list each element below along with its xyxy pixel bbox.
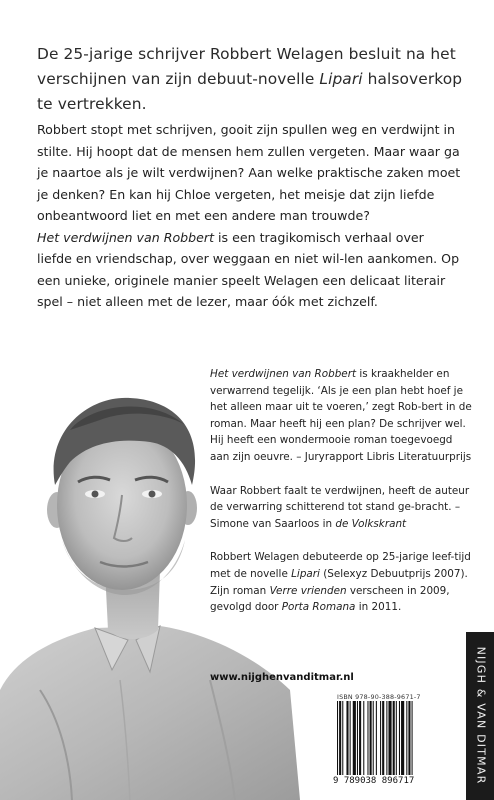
review-volkskrant <box>210 483 475 533</box>
bio-title-verre-vrienden: Verre vrienden <box>269 584 347 597</box>
barcode-bar <box>373 701 374 785</box>
publisher-spine <box>466 632 494 800</box>
barcode-bar <box>406 701 407 785</box>
barcode-bar <box>380 701 381 785</box>
bio-title-porta-romana: Porta Romana <box>281 601 356 614</box>
bio-text-4: in 2011. <box>355 601 402 614</box>
intro-text <box>37 42 477 117</box>
barcode-bar <box>376 701 377 785</box>
review-libris <box>210 366 475 466</box>
review-libris-text: is kraakhelder en verwarrend tegelijk. ‘Als je een plan hebt hoef je het alleen maar uit te voeren,’ zegt Rob-bert in de roman. Maar heeft hij een plan? De schrijver wel. Hij heeft een wondermooie roman toegevoegd aan zijn oeuvre. – Juryrapport Libris Literatuurprijs <box>210 368 472 463</box>
publisher-spine-label: NIJGH & VAN DITMAR <box>474 646 488 785</box>
barcode-bar <box>408 701 410 785</box>
main-blurb <box>37 119 462 313</box>
barcode-bar <box>393 701 395 785</box>
barcode-bar <box>370 701 372 785</box>
publisher-website[interactable]: www.nijghenvanditmar.nl <box>210 672 354 683</box>
bio-title-lipari: Lipari <box>291 567 320 580</box>
reviews-column <box>210 366 475 616</box>
barcode-bar <box>353 701 356 785</box>
barcode-bar <box>357 701 358 785</box>
barcode-bar <box>337 701 338 785</box>
barcode-bar <box>339 701 341 785</box>
bio-text-1: Robbert Welagen debuteerde op 25-jarige leef-tijd met de novelle <box>210 551 471 580</box>
review-volkskrant-text: Waar Robbert faalt te verdwijnen, heeft de auteur de verwarring schitterend tot stand ge-bracht. – Simone van Saarloos in <box>210 484 470 530</box>
blurb-paragraph-2-text: is een tragikomisch verhaal over liefde en vriendschap, over weggaan en niet wil-len aankomen. Op een unieke, originele manier speelt Welagen een delicaat literair spel – niet alleen met de lezer, maar óók met zichzelf. <box>37 229 460 309</box>
barcode-bar <box>367 701 368 785</box>
intro-pre: De 25-jarige schrijver Robbert Welagen besluit na het verschijnen van zijn debuut-novelle <box>37 45 456 88</box>
barcode-icon <box>333 701 448 785</box>
author-bio <box>210 549 475 615</box>
barcode-bar <box>401 701 404 785</box>
review-book-title: Het verdwijnen van Robbert <box>210 368 357 380</box>
blurb-paragraph-2 <box>37 227 462 313</box>
barcode-digits: 9 789038 896717 <box>333 775 453 786</box>
barcode-bar <box>412 701 413 785</box>
intro-post: halsoverkop te vertrekken. <box>37 70 463 113</box>
barcode-bar <box>359 701 361 785</box>
barcode-bar <box>342 701 343 785</box>
barcode-bar <box>396 701 397 785</box>
blurb-book-title: Het verdwijnen van Robbert <box>37 229 215 245</box>
barcode-bar <box>382 701 384 785</box>
barcode-bar <box>399 701 400 785</box>
bio-text-2: (Selexyz Debuutprijs 2007). Zijn roman <box>210 567 468 597</box>
barcode-bar <box>363 701 364 785</box>
bio-text-3: verscheen in 2009, gevolgd door <box>210 584 450 614</box>
barcode-bar <box>350 701 351 785</box>
barcode-bar <box>386 701 387 785</box>
intro-title-lipari: Lipari <box>319 70 363 88</box>
barcode-bar <box>346 701 348 785</box>
review-volkskrant-source: de Volkskrant <box>335 517 407 530</box>
barcode-bar <box>388 701 391 785</box>
blurb-paragraph-1: Robbert stopt met schrijven, gooit zijn spullen weg en verdwijnt in stilte. Hij hoopt dat de mensen hem zullen vergeten. Maar waar ga je naartoe als je wilt verdwijnen? Aan welke praktische zaken moet je denken? En kan hij Chloe vergeten, het meisje dat zijn liefde onbeantwoord liet en met een andere man trouwde? <box>37 122 461 223</box>
isbn-label: ISBN 978-90-388-9671-7 <box>337 693 421 701</box>
